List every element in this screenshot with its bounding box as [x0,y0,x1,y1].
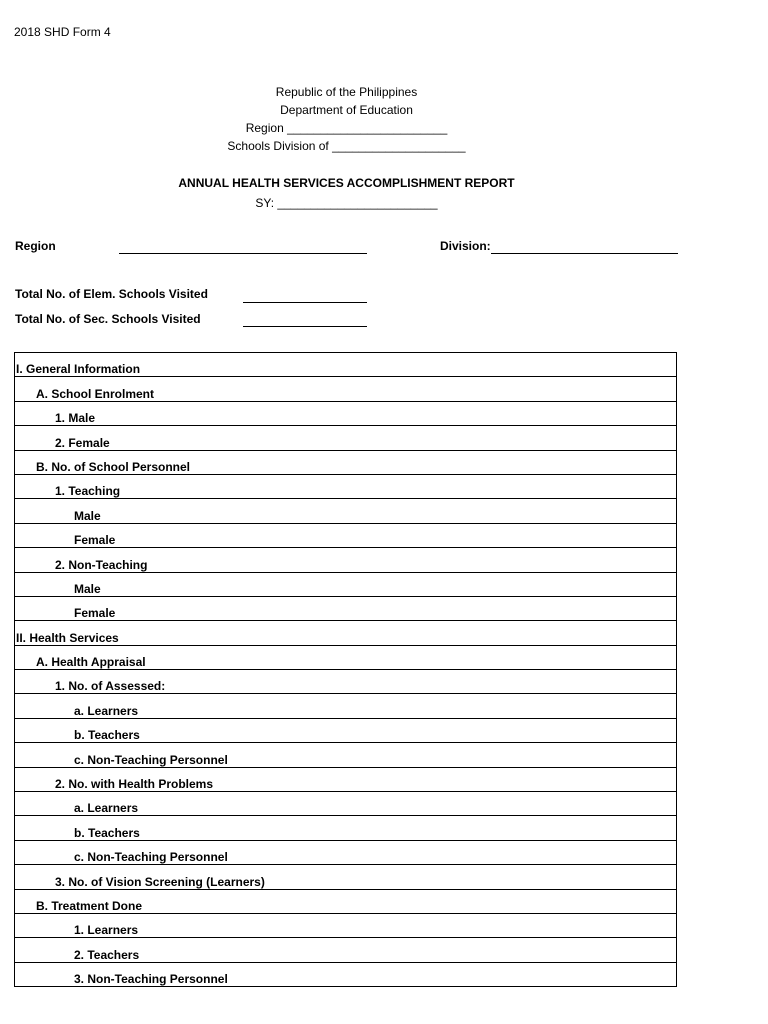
school-year-line: SY: ________________________ [255,196,438,210]
table-row [15,645,677,669]
table-row-label: 2. Non-Teaching [15,548,677,572]
table-row [15,474,677,498]
table-row-label: A. Health Appraisal [15,645,677,669]
table-row-label: 3. No. of Vision Screening (Learners) [15,865,677,889]
table-row [15,621,677,645]
table-row [15,865,677,889]
table-row-label: c. Non-Teaching Personnel [15,743,677,767]
table-row [15,377,677,401]
sec-schools-field[interactable] [243,326,367,327]
table-row-label: Male [15,499,677,523]
table-row [15,499,677,523]
table-row [15,792,677,816]
table-row [15,889,677,913]
region-label: Region [15,239,56,253]
table-row-label: b. Teachers [15,816,677,840]
sec-schools-label: Total No. of Sec. Schools Visited [15,312,201,326]
table-row-label: 2. No. with Health Problems [15,767,677,791]
table-row [15,816,677,840]
table-row [15,572,677,596]
table-row-label: A. School Enrolment [15,377,677,401]
table-row [15,670,677,694]
table-row-label: B. Treatment Done [15,889,677,913]
division-field[interactable] [491,253,678,254]
table-row-label: 2. Teachers [15,938,677,962]
table-row [15,767,677,791]
table-row [15,938,677,962]
table-row-label: Male [15,572,677,596]
table-row [15,523,677,547]
elem-schools-label: Total No. of Elem. Schools Visited [15,287,208,301]
header-republic: Republic of the Philippines [275,85,418,99]
header-division-line: Schools Division of ____________________ [227,139,466,153]
division-label: Division: [440,239,491,253]
table-row [15,840,677,864]
table-row-label: 1. Learners [15,913,677,937]
elem-schools-field[interactable] [243,302,367,303]
region-field[interactable] [119,253,367,254]
table-row-label: 2. Female [15,426,677,450]
table-row-label: a. Learners [15,792,677,816]
table-row-label: 1. No. of Assessed: [15,670,677,694]
table-row-label: 1. Teaching [15,474,677,498]
table-row-label: a. Learners [15,694,677,718]
table-row-label: I. General Information [15,353,677,377]
table-row [15,450,677,474]
table-row-label: c. Non-Teaching Personnel [15,840,677,864]
table-row-label: b. Teachers [15,718,677,742]
table-row-label: Female [15,523,677,547]
table-row [15,718,677,742]
table-row [15,426,677,450]
table-row [15,353,677,377]
header-department: Department of Education [280,103,413,117]
form-code: 2018 SHD Form 4 [14,25,111,39]
table-row [15,694,677,718]
table-row-label: II. Health Services [15,621,677,645]
table-row [15,743,677,767]
table-row [15,962,677,986]
table-row-label: Female [15,596,677,620]
report-title: ANNUAL HEALTH SERVICES ACCOMPLISHMENT REPORT [178,176,515,190]
table-row-label: 1. Male [15,401,677,425]
table-row-label: B. No. of School Personnel [15,450,677,474]
header-region-line: Region ________________________ [245,121,448,135]
table-row-label: 3. Non-Teaching Personnel [15,962,677,986]
table-row [15,401,677,425]
table-row [15,548,677,572]
table-row [15,596,677,620]
accomplishment-table [14,352,677,987]
table-row [15,913,677,937]
